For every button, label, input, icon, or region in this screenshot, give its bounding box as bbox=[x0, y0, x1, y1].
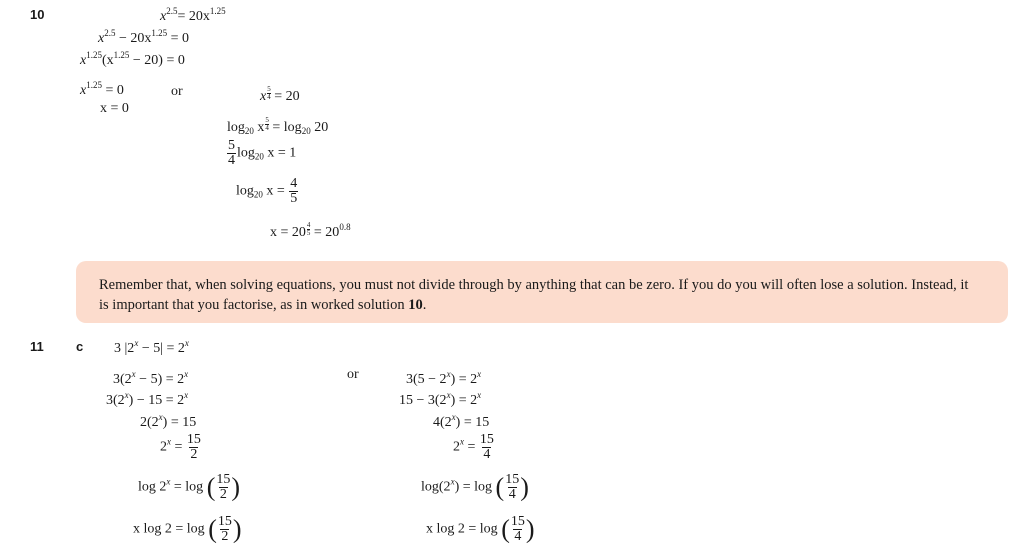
equation-line: x $\frac{5}{4}$ = 20 bbox=[260, 85, 300, 104]
equation-line: $x^{1.25} = 0$ bbox=[80, 80, 124, 98]
equation-line: $x^{2.5}= 20x^{1.25}$ bbox=[160, 6, 226, 24]
equation-line: $2^x$ = $\frac{15}{2}$ bbox=[160, 432, 201, 462]
equation-line: $\log 2^x = \log$ ( $\frac{15}{2}$ ) bbox=[138, 472, 241, 502]
question-number: 11 bbox=[30, 339, 44, 354]
equation-line: $\log_{20} x$ $\frac{5}{4}$ = $\log_{20} 20$ bbox=[227, 116, 329, 136]
equation-line: $3(2^x) - 15 = 2^x$ bbox=[106, 390, 189, 408]
equation-line: x = 20 $\frac{4}{5}$ = $20^{0.8}$ bbox=[270, 221, 351, 240]
tip-box bbox=[76, 261, 1008, 323]
question-part: c bbox=[76, 339, 84, 354]
tip-text: Remember that, when solving equations, you must not divide through by anything that can be zero. If you do you will often lose a solution. Instead, it is important that you factorise, as in worked solution 10. bbox=[99, 277, 969, 313]
equation-line: $x^{2.5} - 20x^{1.25} = 0$ bbox=[98, 28, 190, 46]
equation-line: $4(2^x) = 15$ bbox=[433, 412, 490, 430]
equation-line: $15 - 3(2^x) = 2^x$ bbox=[399, 390, 482, 408]
equation-line: $2^x$ = $\frac{15}{4}$ bbox=[453, 432, 494, 462]
equation-line: $\log(2^x) = \log$ ( $\frac{15}{4}$ ) bbox=[421, 472, 529, 502]
equation-line: x log 2 = log ( $\frac{15}{4}$ ) bbox=[426, 514, 535, 544]
equation-line: $\log_{20} x$ = $\frac{4}{5}$ bbox=[236, 176, 298, 206]
equation-line: 3 $|2^x - 5| = 2^x$ bbox=[114, 338, 189, 356]
equation-line: $3(2^x - 5) = 2^x$ bbox=[113, 369, 189, 387]
or-label: or bbox=[171, 84, 183, 99]
question-number: 10 bbox=[30, 7, 45, 22]
equation-line: x log 2 = log ( $\frac{15}{2}$ ) bbox=[133, 514, 242, 544]
or-label: or bbox=[347, 367, 359, 382]
equation-line: $2(2^x) = 15$ bbox=[140, 412, 197, 430]
equation-line: $3(5 - 2^x) = 2^x$ bbox=[406, 369, 482, 387]
equation-line: $\frac{5}{4}$ $\log_{20} x = 1$ bbox=[228, 138, 297, 168]
equation-line: x = 0 bbox=[100, 101, 129, 116]
equation-line: $x^{1.25}(x^{1.25} - 20) = 0$ bbox=[80, 50, 185, 68]
